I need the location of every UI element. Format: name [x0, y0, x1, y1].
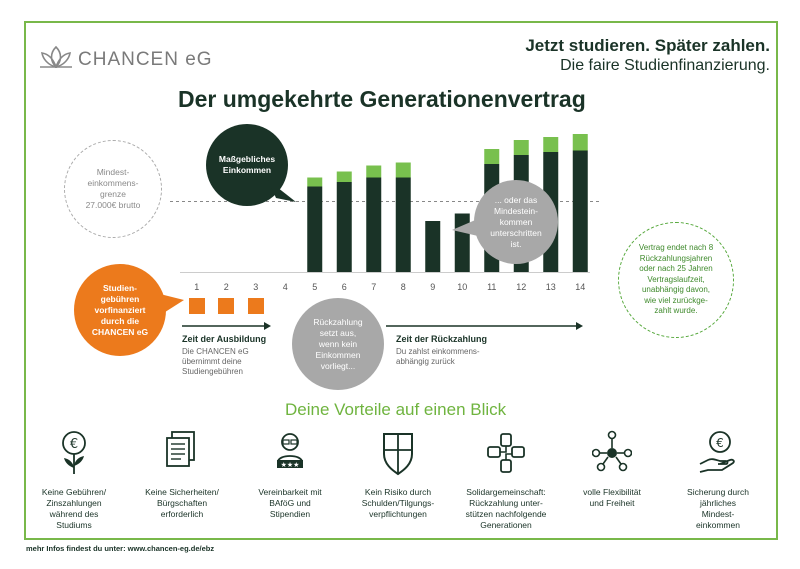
hands-circle-icon	[486, 430, 526, 476]
education-phase-text: Die CHANCEN eG übernimmt deine Studiengebühren	[182, 347, 249, 376]
year-label-13: 13	[545, 282, 556, 292]
year-label-6: 6	[341, 282, 347, 292]
year-label-8: 8	[400, 282, 406, 292]
footer-info: mehr Infos findest du unter: www.chancen-eg.de/ebz	[26, 544, 215, 553]
svg-text:★★★: ★★★	[280, 461, 300, 469]
year-label-4: 4	[282, 282, 288, 292]
benefit-minimum-income	[670, 430, 766, 531]
pause-bubble: Rückzahlung setzt aus, wenn kein Einkommen vorliegt...	[292, 298, 384, 390]
income-bar-5	[307, 187, 322, 273]
year-label-14: 14	[575, 282, 586, 292]
income-bar-6	[337, 182, 352, 272]
shield-icon	[378, 430, 418, 476]
repayment-bar-14	[573, 134, 588, 151]
repayment-bar-6	[337, 172, 352, 183]
timeline-arrows	[176, 318, 586, 334]
income-bar-14	[573, 151, 588, 273]
page-title: Der umgekehrte Generationenvertrag	[178, 86, 586, 112]
income-bubble: Maßgebliches Einkommen	[206, 124, 288, 206]
year-label-1: 1	[194, 282, 200, 292]
slogan-line2: Die faire Studienfinanzierung.	[560, 57, 770, 74]
benefit-no-fees	[26, 430, 122, 531]
year-label-9: 9	[430, 282, 436, 292]
network-icon	[592, 430, 632, 476]
fee-square-3	[248, 298, 264, 314]
benefits-title: Deine Vorteile auf einen Blick	[285, 400, 507, 419]
repayment-bar-12	[514, 140, 529, 155]
income-bar-9	[425, 221, 440, 272]
year-label-7: 7	[371, 282, 377, 292]
benefit-flexibility	[564, 430, 660, 509]
repayment-bar-11	[484, 149, 499, 164]
benefit-no-risk	[350, 430, 446, 520]
fees-bubble: Studien- gebühren vorfinanziert durch die CHANCEN eG	[74, 264, 166, 356]
repayment-bar-8	[396, 163, 411, 178]
year-label-11: 11	[487, 282, 497, 292]
benefit-label: Solidargemeinschaft: Rückzahlung unter- stützen nachfolgende Generationen	[465, 487, 547, 530]
svg-text:€: €	[69, 437, 79, 452]
student-certificate-icon	[270, 430, 310, 476]
repayment-bar-13	[543, 137, 558, 152]
hand-euro-icon	[698, 430, 738, 476]
fee-square-1	[189, 298, 205, 314]
benefit-label: Vereinbarkeit mit BAföG und Stipendien	[258, 487, 322, 519]
benefit-label: volle Flexibilität und Freiheit	[583, 487, 641, 508]
repayment-phase-text: Du zahlst einkommens- abhängig zurück	[396, 347, 480, 366]
income-bubble-tail	[268, 180, 298, 206]
benefit-label: Sicherung durch jährliches Mindest- einkommen	[687, 487, 749, 530]
logo-text: CHANCEN eG	[78, 49, 213, 70]
repayment-bar-5	[307, 178, 322, 187]
benefit-compatibility	[242, 430, 338, 520]
year-label-12: 12	[516, 282, 527, 292]
year-label-10: 10	[457, 282, 468, 292]
lotus-logo-icon	[38, 45, 74, 71]
education-phase-title: Zeit der Ausbildung	[182, 334, 267, 344]
fees-bubble-tail	[160, 292, 186, 316]
documents-icon	[162, 430, 202, 476]
benefit-solidarity	[458, 430, 554, 531]
repayment-phase-title: Zeit der Rückzahlung	[396, 334, 488, 344]
income-bar-8	[396, 178, 411, 273]
income-bar-7	[366, 178, 381, 273]
benefit-label: Kein Risiko durch Schulden/Tilgungs- verpflichtungen	[361, 487, 435, 519]
year-label-2: 2	[223, 282, 229, 292]
year-label-3: 3	[253, 282, 259, 292]
euro-plant-icon	[54, 430, 94, 476]
below-threshold-bubble: ... oder das Mindestein- kommen unterschritten ist.	[474, 180, 558, 264]
benefit-label: Keine Gebühren/ Zinszahlungen während des Studiums	[41, 487, 107, 530]
slogan-line1: Jetzt studieren. Später zahlen.	[525, 36, 770, 55]
below-threshold-tail	[452, 218, 480, 238]
contract-end-bubble: Vertrag endet nach 8 Rückzahlungsjahren oder nach 25 Jahren Vertragslaufzeit, unabhängig davon, wie viel zurückge- zahlt wurde.	[618, 222, 734, 338]
threshold-bubble: Mindest- einkommens- grenze 27.000€ brutto	[64, 140, 162, 238]
benefit-no-securities	[134, 430, 230, 520]
svg-text:€: €	[716, 436, 724, 450]
benefit-label: Keine Sicherheiten/ Bürgschaften erforderlich	[145, 487, 219, 519]
year-label-5: 5	[312, 282, 318, 292]
fee-square-2	[218, 298, 234, 314]
repayment-bar-7	[366, 166, 381, 178]
